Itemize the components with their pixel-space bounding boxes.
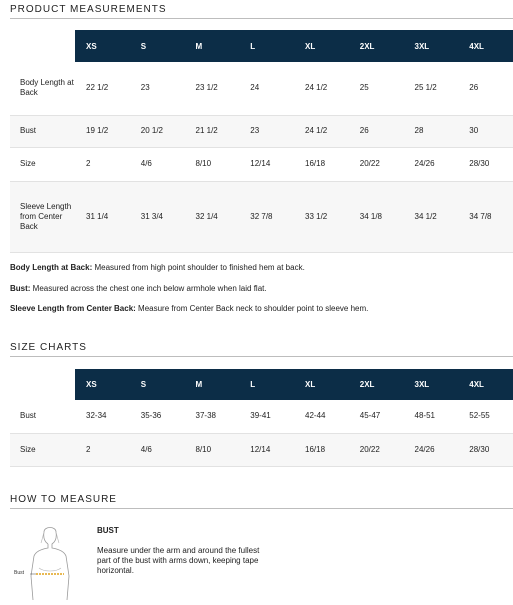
column-header: S <box>130 30 185 62</box>
table-cell: 48-51 <box>404 400 459 433</box>
column-header: 3XL <box>404 30 459 62</box>
table-cell: 35-36 <box>130 400 185 433</box>
table-cell: 34 1/8 <box>349 181 404 252</box>
female-silhouette-icon <box>14 524 86 600</box>
table-cell: 8/10 <box>185 147 240 181</box>
table-cell: 34 1/2 <box>404 181 459 252</box>
table-cell: 26 <box>349 115 404 147</box>
table-cell: 34 7/8 <box>458 181 513 252</box>
table-cell: 42-44 <box>294 400 349 433</box>
table-cell: 24/26 <box>404 433 459 466</box>
bust-figure-illustration <box>14 524 86 600</box>
table-cell: 20 1/2 <box>130 115 185 147</box>
row-label: Size <box>10 147 75 181</box>
table-cell: 16/18 <box>294 433 349 466</box>
note-text: Measured from high point shoulder to finished hem at back. <box>92 263 305 272</box>
note-term: Body Length at Back: <box>10 263 93 272</box>
note-text: Measure from Center Back neck to shoulder point to sleeve hem. <box>135 304 369 313</box>
table-cell: 24 1/2 <box>294 115 349 147</box>
table-cell: 45-47 <box>349 400 404 433</box>
note-sleeve-length <box>10 304 510 313</box>
table-cell: 24/26 <box>404 147 459 181</box>
how-to-measure-heading: HOW TO MEASURE <box>10 494 513 509</box>
header-blank-cell <box>10 30 75 62</box>
table-cell: 8/10 <box>185 433 240 466</box>
column-header: L <box>239 30 294 62</box>
note-body-length <box>10 263 510 272</box>
table-cell: 25 <box>349 62 404 115</box>
table-cell: 31 3/4 <box>130 181 185 252</box>
table-cell: 20/22 <box>349 147 404 181</box>
table-cell: 22 1/2 <box>75 62 130 115</box>
table-cell: 2 <box>75 433 130 466</box>
column-header: S <box>130 369 185 400</box>
figure-label-bust: Bust <box>14 570 25 576</box>
note-text: Measured across the chest one inch below armhole when laid flat. <box>30 284 267 293</box>
row-label: Bust <box>10 115 75 147</box>
size-charts-heading: SIZE CHARTS <box>10 342 513 357</box>
table-cell: 4/6 <box>130 147 185 181</box>
table-row <box>10 62 513 115</box>
row-label: Sleeve Length from Center Back <box>10 181 75 252</box>
table-cell: 2 <box>75 147 130 181</box>
column-header: XS <box>75 369 130 400</box>
table-cell: 21 1/2 <box>185 115 240 147</box>
column-header: XS <box>75 30 130 62</box>
note-term: Sleeve Length from Center Back: <box>10 304 136 313</box>
table-header-row <box>10 30 513 62</box>
table-row <box>10 147 513 181</box>
note-term: Bust: <box>10 284 31 293</box>
table-cell: 23 <box>130 62 185 115</box>
table-cell: 24 1/2 <box>294 62 349 115</box>
table-cell: 23 <box>239 115 294 147</box>
column-header: 3XL <box>404 369 459 400</box>
note-bust <box>10 284 510 293</box>
table-cell: 32 7/8 <box>239 181 294 252</box>
row-label: Bust <box>10 400 75 433</box>
column-header: XL <box>294 369 349 400</box>
table-cell: 28/30 <box>458 433 513 466</box>
size-charts-table <box>10 369 513 467</box>
table-cell: 32 1/4 <box>185 181 240 252</box>
column-header: 2XL <box>349 369 404 400</box>
table-cell: 33 1/2 <box>294 181 349 252</box>
table-cell: 19 1/2 <box>75 115 130 147</box>
table-cell: 37-38 <box>185 400 240 433</box>
table-cell: 23 1/2 <box>185 62 240 115</box>
column-header: M <box>185 30 240 62</box>
table-row <box>10 181 513 252</box>
table-cell: 52-55 <box>458 400 513 433</box>
table-cell: 30 <box>458 115 513 147</box>
column-header: L <box>239 369 294 400</box>
product-measurements-heading: PRODUCT MEASUREMENTS <box>10 4 513 19</box>
table-cell: 16/18 <box>294 147 349 181</box>
table-cell: 4/6 <box>130 433 185 466</box>
bust-measure-title: BUST <box>97 526 119 535</box>
column-header: XL <box>294 30 349 62</box>
table-cell: 12/14 <box>239 147 294 181</box>
table-cell: 24 <box>239 62 294 115</box>
table-row <box>10 400 513 433</box>
column-header: 4XL <box>458 369 513 400</box>
row-label: Size <box>10 433 75 466</box>
table-cell: 12/14 <box>239 433 294 466</box>
table-cell: 28 <box>404 115 459 147</box>
table-header-row <box>10 369 513 400</box>
table-row <box>10 433 513 466</box>
table-cell: 28/30 <box>458 147 513 181</box>
table-cell: 39-41 <box>239 400 294 433</box>
column-header: 2XL <box>349 30 404 62</box>
table-cell: 26 <box>458 62 513 115</box>
column-header: M <box>185 369 240 400</box>
table-cell: 32-34 <box>75 400 130 433</box>
table-cell: 31 1/4 <box>75 181 130 252</box>
table-cell: 20/22 <box>349 433 404 466</box>
bust-measure-description: Measure under the arm and around the fullest part of the bust with arms down, keeping tape horizontal. <box>97 546 260 575</box>
column-header: 4XL <box>458 30 513 62</box>
product-measurements-table <box>10 30 513 253</box>
header-blank-cell <box>10 369 75 400</box>
row-label: Body Length at Back <box>10 62 75 115</box>
table-cell: 25 1/2 <box>404 62 459 115</box>
table-row <box>10 115 513 147</box>
